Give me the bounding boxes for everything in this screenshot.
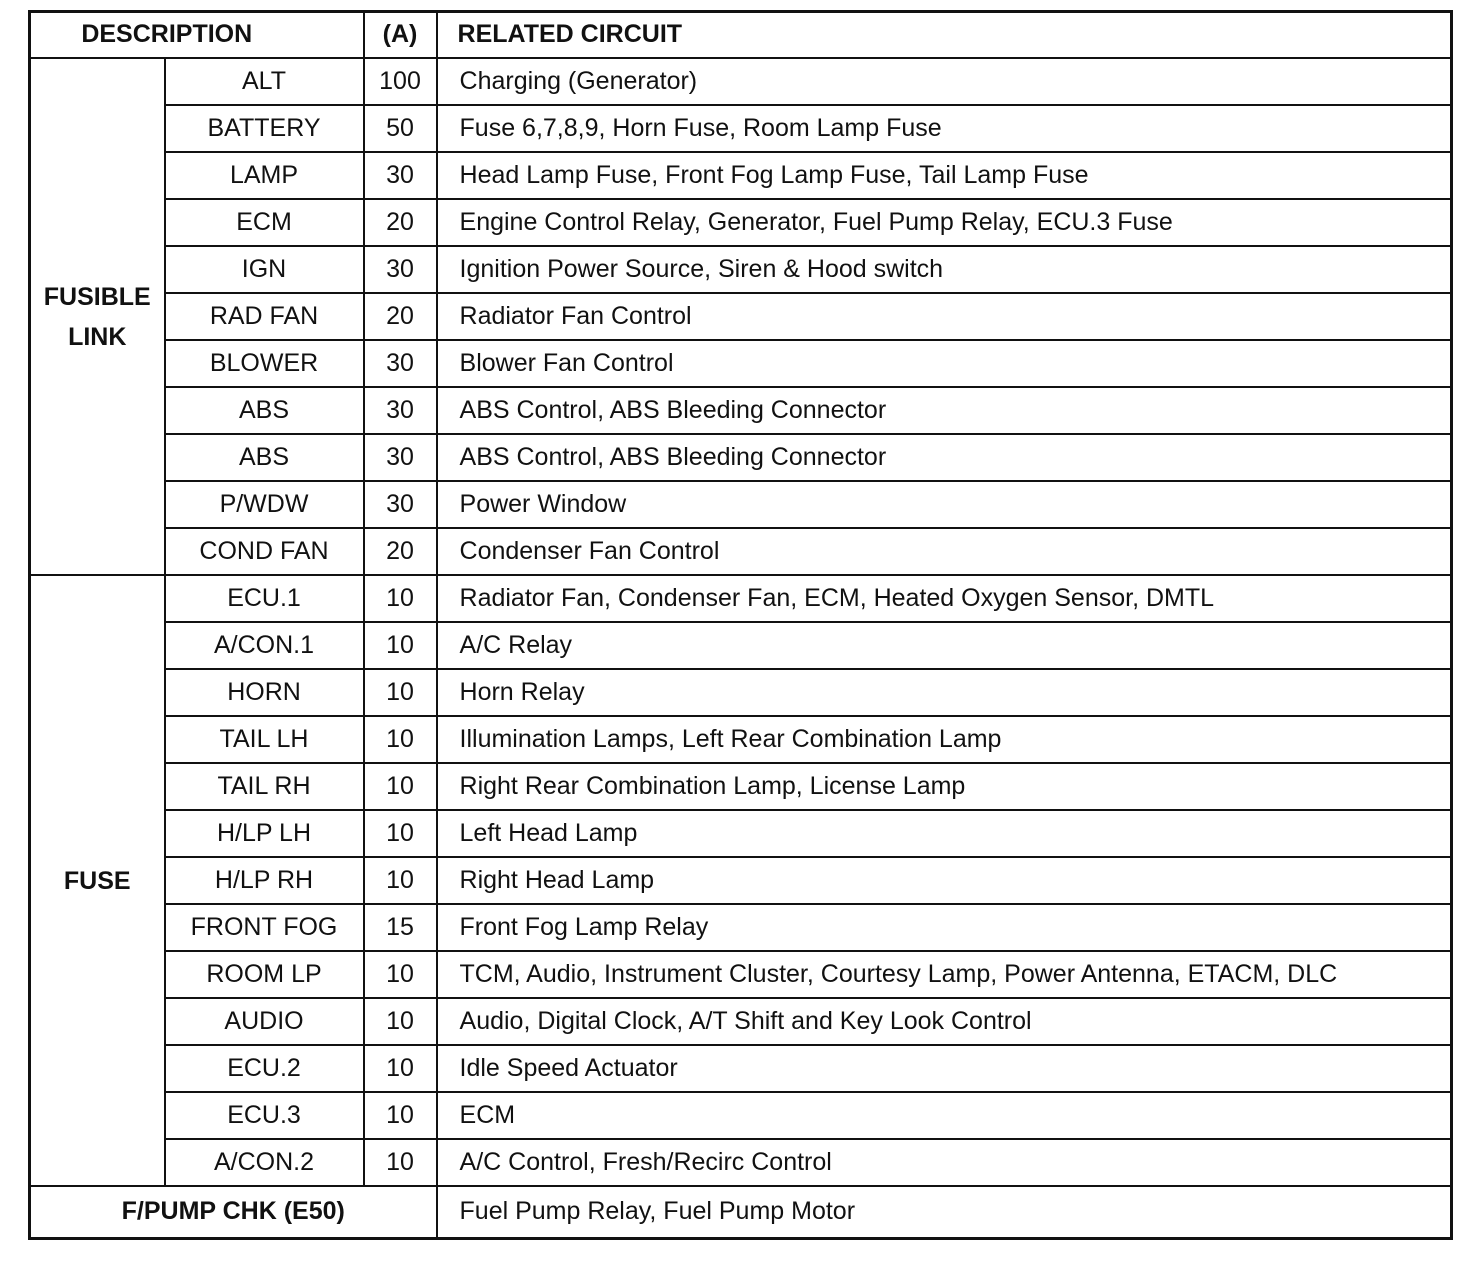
amperage-value: 20 bbox=[364, 293, 437, 340]
component-name: BATTERY bbox=[165, 105, 364, 152]
related-circuit-text: Left Head Lamp bbox=[437, 810, 1452, 857]
amperage-value: 100 bbox=[364, 58, 437, 105]
amperage-value: 10 bbox=[364, 1045, 437, 1092]
table-row bbox=[30, 340, 1452, 387]
component-name: A/CON.1 bbox=[165, 622, 364, 669]
table-header-row bbox=[30, 12, 1452, 59]
table-row bbox=[30, 105, 1452, 152]
related-circuit-text: Right Rear Combination Lamp, License Lamp bbox=[437, 763, 1452, 810]
table-row bbox=[30, 246, 1452, 293]
table-row bbox=[30, 1045, 1452, 1092]
amperage-value: 30 bbox=[364, 481, 437, 528]
component-name: ECU.2 bbox=[165, 1045, 364, 1092]
amperage-value: 30 bbox=[364, 246, 437, 293]
related-circuit-text: Engine Control Relay, Generator, Fuel Pump Relay, ECU.3 Fuse bbox=[437, 199, 1452, 246]
table-body bbox=[30, 58, 1452, 1239]
related-circuit-text: Fuse 6,7,8,9, Horn Fuse, Room Lamp Fuse bbox=[437, 105, 1452, 152]
table-row bbox=[30, 575, 1452, 622]
header-related-circuit: RELATED CIRCUIT bbox=[437, 12, 1452, 59]
header-amps: (A) bbox=[364, 12, 437, 59]
component-name: TAIL RH bbox=[165, 763, 364, 810]
table-row bbox=[30, 434, 1452, 481]
table-row bbox=[30, 669, 1452, 716]
header-description: DESCRIPTION bbox=[30, 12, 364, 59]
component-name: RAD FAN bbox=[165, 293, 364, 340]
table-row bbox=[30, 810, 1452, 857]
table-row bbox=[30, 293, 1452, 340]
component-name: H/LP RH bbox=[165, 857, 364, 904]
component-name: AUDIO bbox=[165, 998, 364, 1045]
related-circuit-text: Horn Relay bbox=[437, 669, 1452, 716]
table-row bbox=[30, 199, 1452, 246]
table-row bbox=[30, 763, 1452, 810]
amperage-value: 50 bbox=[364, 105, 437, 152]
component-name: IGN bbox=[165, 246, 364, 293]
amperage-value: 30 bbox=[364, 434, 437, 481]
related-circuit-text: Radiator Fan Control bbox=[437, 293, 1452, 340]
amperage-value: 30 bbox=[364, 387, 437, 434]
component-name: FRONT FOG bbox=[165, 904, 364, 951]
component-name: ECU.3 bbox=[165, 1092, 364, 1139]
fuel-pump-check-row bbox=[30, 1186, 1452, 1239]
component-name: COND FAN bbox=[165, 528, 364, 575]
component-name: BLOWER bbox=[165, 340, 364, 387]
amperage-value: 10 bbox=[364, 575, 437, 622]
component-name: LAMP bbox=[165, 152, 364, 199]
fuse-group-label: FUSE bbox=[30, 575, 165, 1186]
related-circuit-text: Radiator Fan, Condenser Fan, ECM, Heated Oxygen Sensor, DMTL bbox=[437, 575, 1452, 622]
table-row bbox=[30, 528, 1452, 575]
table-row bbox=[30, 998, 1452, 1045]
component-name: ECU.1 bbox=[165, 575, 364, 622]
table-row bbox=[30, 622, 1452, 669]
amperage-value: 20 bbox=[364, 528, 437, 575]
related-circuit-text: Right Head Lamp bbox=[437, 857, 1452, 904]
component-name: H/LP LH bbox=[165, 810, 364, 857]
fuse-relay-table bbox=[28, 10, 1453, 1240]
table-row bbox=[30, 481, 1452, 528]
related-circuit-text: Condenser Fan Control bbox=[437, 528, 1452, 575]
component-name: ABS bbox=[165, 387, 364, 434]
amperage-value: 10 bbox=[364, 1092, 437, 1139]
component-name: A/CON.2 bbox=[165, 1139, 364, 1186]
related-circuit-text: Audio, Digital Clock, A/T Shift and Key Look Control bbox=[437, 998, 1452, 1045]
related-circuit-text: ABS Control, ABS Bleeding Connector bbox=[437, 387, 1452, 434]
amperage-value: 10 bbox=[364, 857, 437, 904]
amperage-value: 30 bbox=[364, 340, 437, 387]
related-circuit-text: Illumination Lamps, Left Rear Combination Lamp bbox=[437, 716, 1452, 763]
related-circuit-text: A/C Control, Fresh/Recirc Control bbox=[437, 1139, 1452, 1186]
amperage-value: 10 bbox=[364, 669, 437, 716]
related-circuit-text: A/C Relay bbox=[437, 622, 1452, 669]
related-circuit-text: Idle Speed Actuator bbox=[437, 1045, 1452, 1092]
related-circuit-text: Blower Fan Control bbox=[437, 340, 1452, 387]
related-circuit-text: ECM bbox=[437, 1092, 1452, 1139]
amperage-value: 30 bbox=[364, 152, 437, 199]
component-name: HORN bbox=[165, 669, 364, 716]
related-circuit-text: Charging (Generator) bbox=[437, 58, 1452, 105]
related-circuit-text: Front Fog Lamp Relay bbox=[437, 904, 1452, 951]
related-circuit-text: TCM, Audio, Instrument Cluster, Courtesy Lamp, Power Antenna, ETACM, DLC bbox=[437, 951, 1452, 998]
component-name: ROOM LP bbox=[165, 951, 364, 998]
amperage-value: 10 bbox=[364, 810, 437, 857]
related-circuit-text: ABS Control, ABS Bleeding Connector bbox=[437, 434, 1452, 481]
component-name: TAIL LH bbox=[165, 716, 364, 763]
table-row bbox=[30, 1139, 1452, 1186]
table-row bbox=[30, 387, 1452, 434]
table-row bbox=[30, 904, 1452, 951]
related-circuit-text: Head Lamp Fuse, Front Fog Lamp Fuse, Tail Lamp Fuse bbox=[437, 152, 1452, 199]
amperage-value: 10 bbox=[364, 951, 437, 998]
table-row bbox=[30, 951, 1452, 998]
fusible-link-group-label: FUSIBLE LINK bbox=[30, 58, 165, 575]
amperage-value: 15 bbox=[364, 904, 437, 951]
amperage-value: 10 bbox=[364, 622, 437, 669]
table-row bbox=[30, 1092, 1452, 1139]
component-name: P/WDW bbox=[165, 481, 364, 528]
table-row bbox=[30, 58, 1452, 105]
amperage-value: 10 bbox=[364, 1139, 437, 1186]
amperage-value: 10 bbox=[364, 763, 437, 810]
table-row bbox=[30, 857, 1452, 904]
component-name: ABS bbox=[165, 434, 364, 481]
component-name: ECM bbox=[165, 199, 364, 246]
component-name: ALT bbox=[165, 58, 364, 105]
related-circuit-text: Power Window bbox=[437, 481, 1452, 528]
amperage-value: 10 bbox=[364, 998, 437, 1045]
table-row bbox=[30, 152, 1452, 199]
related-circuit-text: Ignition Power Source, Siren & Hood switch bbox=[437, 246, 1452, 293]
related-circuit-text: Fuel Pump Relay, Fuel Pump Motor bbox=[437, 1186, 1452, 1239]
amperage-value: 10 bbox=[364, 716, 437, 763]
amperage-value: 20 bbox=[364, 199, 437, 246]
table-row bbox=[30, 716, 1452, 763]
fuel-pump-check-label: F/PUMP CHK (E50) bbox=[30, 1186, 437, 1239]
